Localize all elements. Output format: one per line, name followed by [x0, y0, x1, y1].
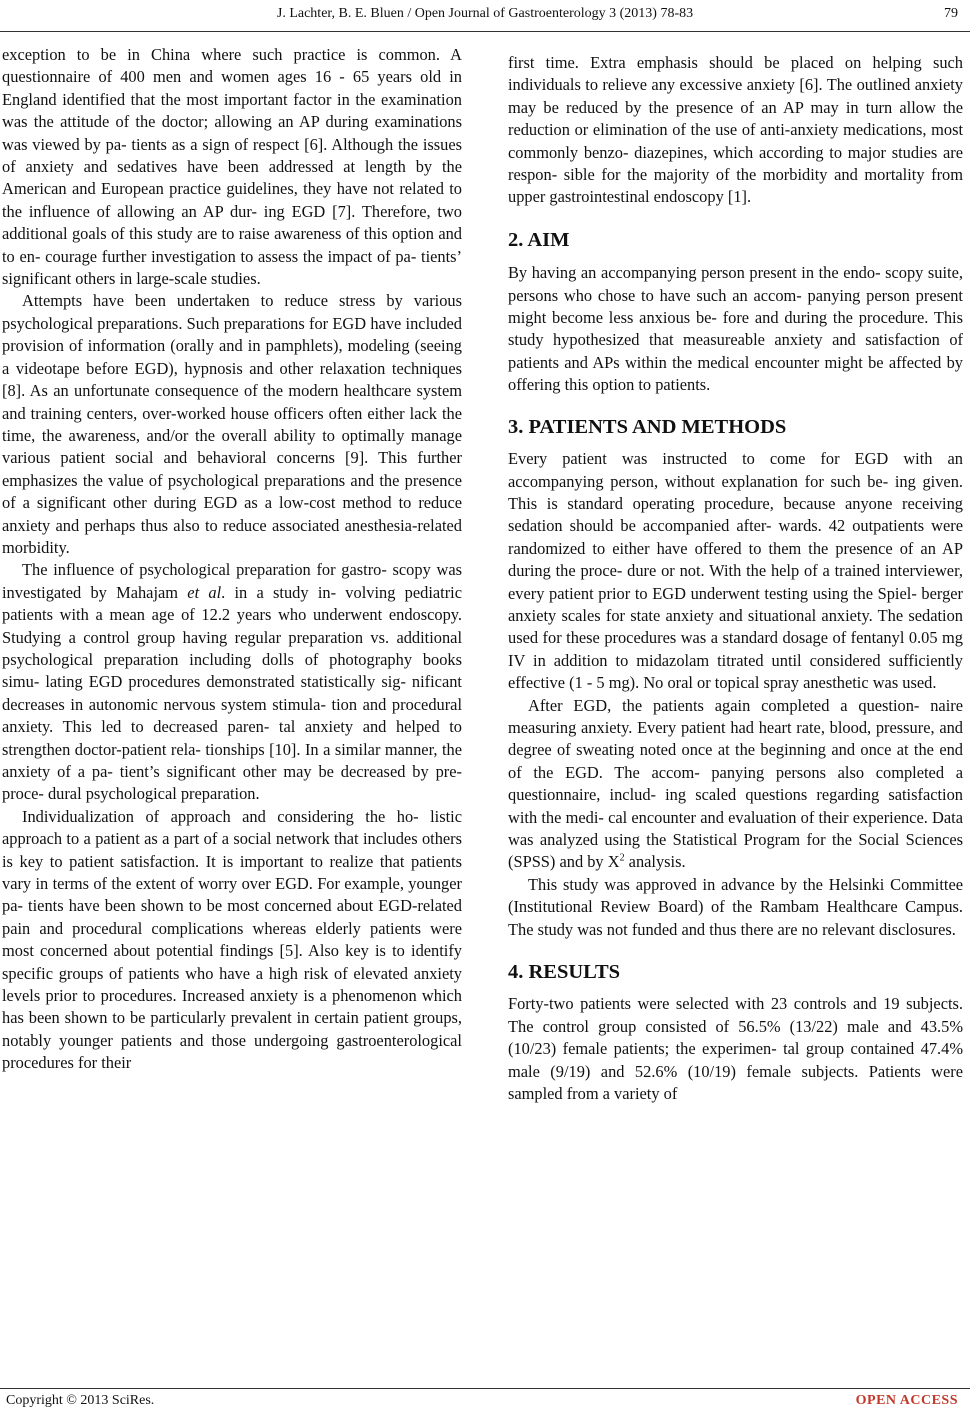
right-column — [508, 52, 963, 1105]
copyright-notice: Copyright © 2013 SciRes. — [6, 1393, 155, 1408]
open-access-label: OPEN ACCESS — [855, 1393, 958, 1408]
paragraph: exception to be in China where such practice is common. A questionnaire of 400 men and women ages 16 - 65 years old in England identified that the most important factor in the examination was the attitude of the doctor; allowing an AP during examinations was viewed by pa- tients as a sign of respect [6]. Although the issues of anxiety and sedatives have been addressed at length by the American and European practice guidelines, they have not related to the influence of allowing an AP dur- ing EGD [7]. Therefore, two additional goals of this study are to raise awareness of this option and to en- courage further investigation to assess the impact of pa- tients’ significant others in large-scale studies. — [2, 45, 462, 289]
paragraph: This study was approved in advance by the Helsinki Committee (Institutional Review Board) of the Rambam Healthcare Campus. The study was not funded and thus there are no relevant disclosures. — [508, 874, 963, 939]
text-run: After EGD, the patients again completed a question- naire measuring anxiety. Every patient had heart rate, blood, pressure, and degree of sweating noted once at the beginning and once at the end of the EGD. The accom- panying persons also completed a questionnaire, includ- ing scaled questions regarding satisfaction with the medi- cal encounter and evaluation of their experience. Data was analyzed using the Statistical Program for the Social Sciences (SPSS) and by X — [508, 695, 963, 872]
header-rule — [0, 31, 970, 32]
paragraph: Attempts have been undertaken to reduce stress by various psychological preparations. Such preparations for EGD have included provision of information (orally and in pamphlets), modeling (seeing a videotape before EGD), hypnosis and other relaxation techniques [8]. As an unfortunate consequence of the modern healthcare system and training centers, over-worked house officers often either lack the time, the awareness, and/or the overall ability to optimally manage various patient social and behavioral concerns [9]. This further emphasizes the value of psychological preparations and the presence of a significant other during EGD as a low-cost method to reduce anxiety and perhaps thus also to reduce associated anesthesia-related morbidity. — [2, 291, 462, 557]
section-heading-results: 4. RESULTS — [508, 961, 621, 984]
superscript: 2 — [619, 852, 625, 864]
text-run: The influence of psychological preparation for gastro- scopy was investigated by Mahajam — [2, 560, 462, 602]
text-run: analysis. — [624, 852, 686, 872]
paragraph — [508, 695, 963, 874]
footer-rule — [0, 1388, 970, 1389]
paragraph: Forty-two patients were selected with 23 controls and 19 subjects. The control group consisted of 56.5% (13/22) male and 43.5% (10/23) female patients; the experimen- tal group contained 47.4% male (9/19) and 52.6% (10/19) female subjects. Patients were sampled from a variety of — [508, 994, 963, 1104]
section-heading-aim: 2. AIM — [508, 228, 570, 251]
page-number: 79 — [944, 6, 958, 21]
section-heading-methods: 3. PATIENTS AND METHODS — [508, 415, 787, 438]
paragraph: Individualization of approach and considering the ho- listic approach to a patient as a part of a social network that includes others is key to patient satisfaction. It is important to realize that patients vary in terms of the extent of worry over EGD. For example, younger pa- tients have been shown to be most concerned about EGD-related pain and procedural complications whereas elderly patients were most concerned about potential findings [5]. Also key is to identify specific groups of patients who have a high risk of elevated anxiety levels prior to procedures. Increased anxiety is a phenomenon which has been shown to be particularly prevalent in certain patient groups, notably younger patients and those undergoing gastroenterological procedures for their — [2, 806, 462, 1073]
running-header — [0, 6, 970, 26]
paragraph: By having an accompanying person present in the endo- scopy suite, persons who chose to have such an accom- panying person present might become less anxious be- fore and during the procedure. This study hypothesized that measureable anxiety and satisfaction of patients and APs within the medical encounter might be affected by offering this option to patients. — [508, 263, 963, 395]
italic-text: et al — [187, 582, 222, 602]
paragraph — [2, 559, 462, 805]
text-run: . in a study in- volving pediatric patients with a mean age of 12.2 years who underwent endoscopy. Studying a control group having regular preparation vs. additional psychological preparation including dolls of photography books simu- lating EGD procedures demonstrated statistically sig- nificant decreases in autonomic nervous system stimula- tion and procedural anxiety. This led to decreased paren- tal anxiety and helped to strengthen doctor-patient rela- tionships [10]. In a similar manner, the anxiety of a pa- tient’s significant other may be decreased by pre-proce- dural psychological preparation. — [2, 582, 462, 804]
paragraph: first time. Extra emphasis should be placed on helping such individuals to relieve any excessive anxiety [6]. The outlined anxiety may be reduced by the presence of an AP may in turn allow the reduction or elimination of the use of anti-anxiety medications, most commonly benzo- diazepines, which according to major studies are respon- sible for the majority of the morbidity and mortality from upper gastrointestinal endoscopy [1]. — [508, 53, 963, 207]
left-column — [2, 44, 462, 1075]
running-title: J. Lachter, B. E. Bluen / Open Journal of Gastroenterology 3 (2013) 78-83 — [276, 6, 694, 21]
paragraph: Every patient was instructed to come for EGD with an accompanying person, without explanation for such be- ing given. This is standard operating procedure, because anyone receiving sedation should be accompanied after- wards. 42 outpatients were randomized to either have offered to them the presence of an AP during the proce- dure or not. With the help of a trained interviewer, every patient prior to EGD underwent testing using the Spiel- berger anxiety scales for state anxiety and situational anxiety. The sedation used for these procedures was a standard dosage of fentanyl 0.05 mg IV in addition to midazolam titrated until considered sufficiently effective (1 - 5 mg). No oral or topical spray anesthetic was used. — [508, 449, 963, 693]
